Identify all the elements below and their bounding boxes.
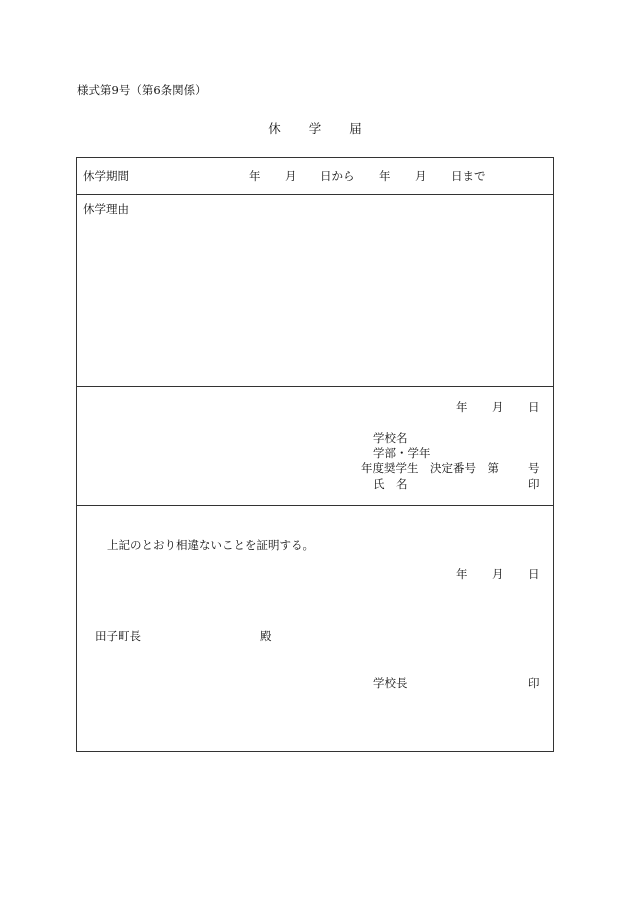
row-divider (77, 386, 553, 387)
addressee-label: 田子町長 (95, 629, 141, 643)
certification-date-year: 年 (456, 567, 468, 581)
period-day-from: 日から (320, 169, 355, 183)
applicant-date-day: 日 (528, 400, 540, 414)
name-label: 氏 名 (373, 477, 408, 491)
certification-date-day: 日 (528, 567, 540, 581)
title-char: 学 (308, 121, 322, 136)
reason-label: 休学理由 (83, 202, 129, 216)
applicant-date-month: 月 (492, 400, 504, 414)
row-divider (77, 505, 553, 506)
document-title (0, 123, 630, 136)
title-char: 届 (349, 121, 362, 136)
addressee-honorific: 殿 (260, 629, 272, 643)
leave-of-absence-form-table (76, 157, 554, 752)
period-year-from: 年 (249, 169, 261, 183)
applicant-date-year: 年 (456, 400, 468, 414)
period-label: 休学期間 (83, 169, 129, 183)
scholarship-number-label: 年度奨学生 決定番号 第 (361, 461, 499, 475)
applicant-seal-mark: 印 (528, 477, 540, 491)
school-name-label: 学校名 (373, 431, 408, 445)
scholarship-number-suffix: 号 (528, 461, 540, 475)
principal-seal-mark: 印 (528, 676, 540, 690)
form-number-label: 様式第9号（第6条関係） (77, 83, 207, 97)
period-day-to: 日まで (451, 169, 486, 183)
row-divider (77, 194, 553, 195)
title-char: 休 (268, 121, 281, 136)
period-month-from: 月 (285, 169, 297, 183)
principal-label: 学校長 (373, 676, 408, 690)
certification-statement: 上記のとおり相違ないことを証明する。 (107, 538, 314, 552)
certification-date-month: 月 (492, 567, 504, 581)
period-month-to: 月 (415, 169, 427, 183)
period-year-to: 年 (379, 169, 391, 183)
faculty-grade-label: 学部・学年 (373, 446, 431, 460)
